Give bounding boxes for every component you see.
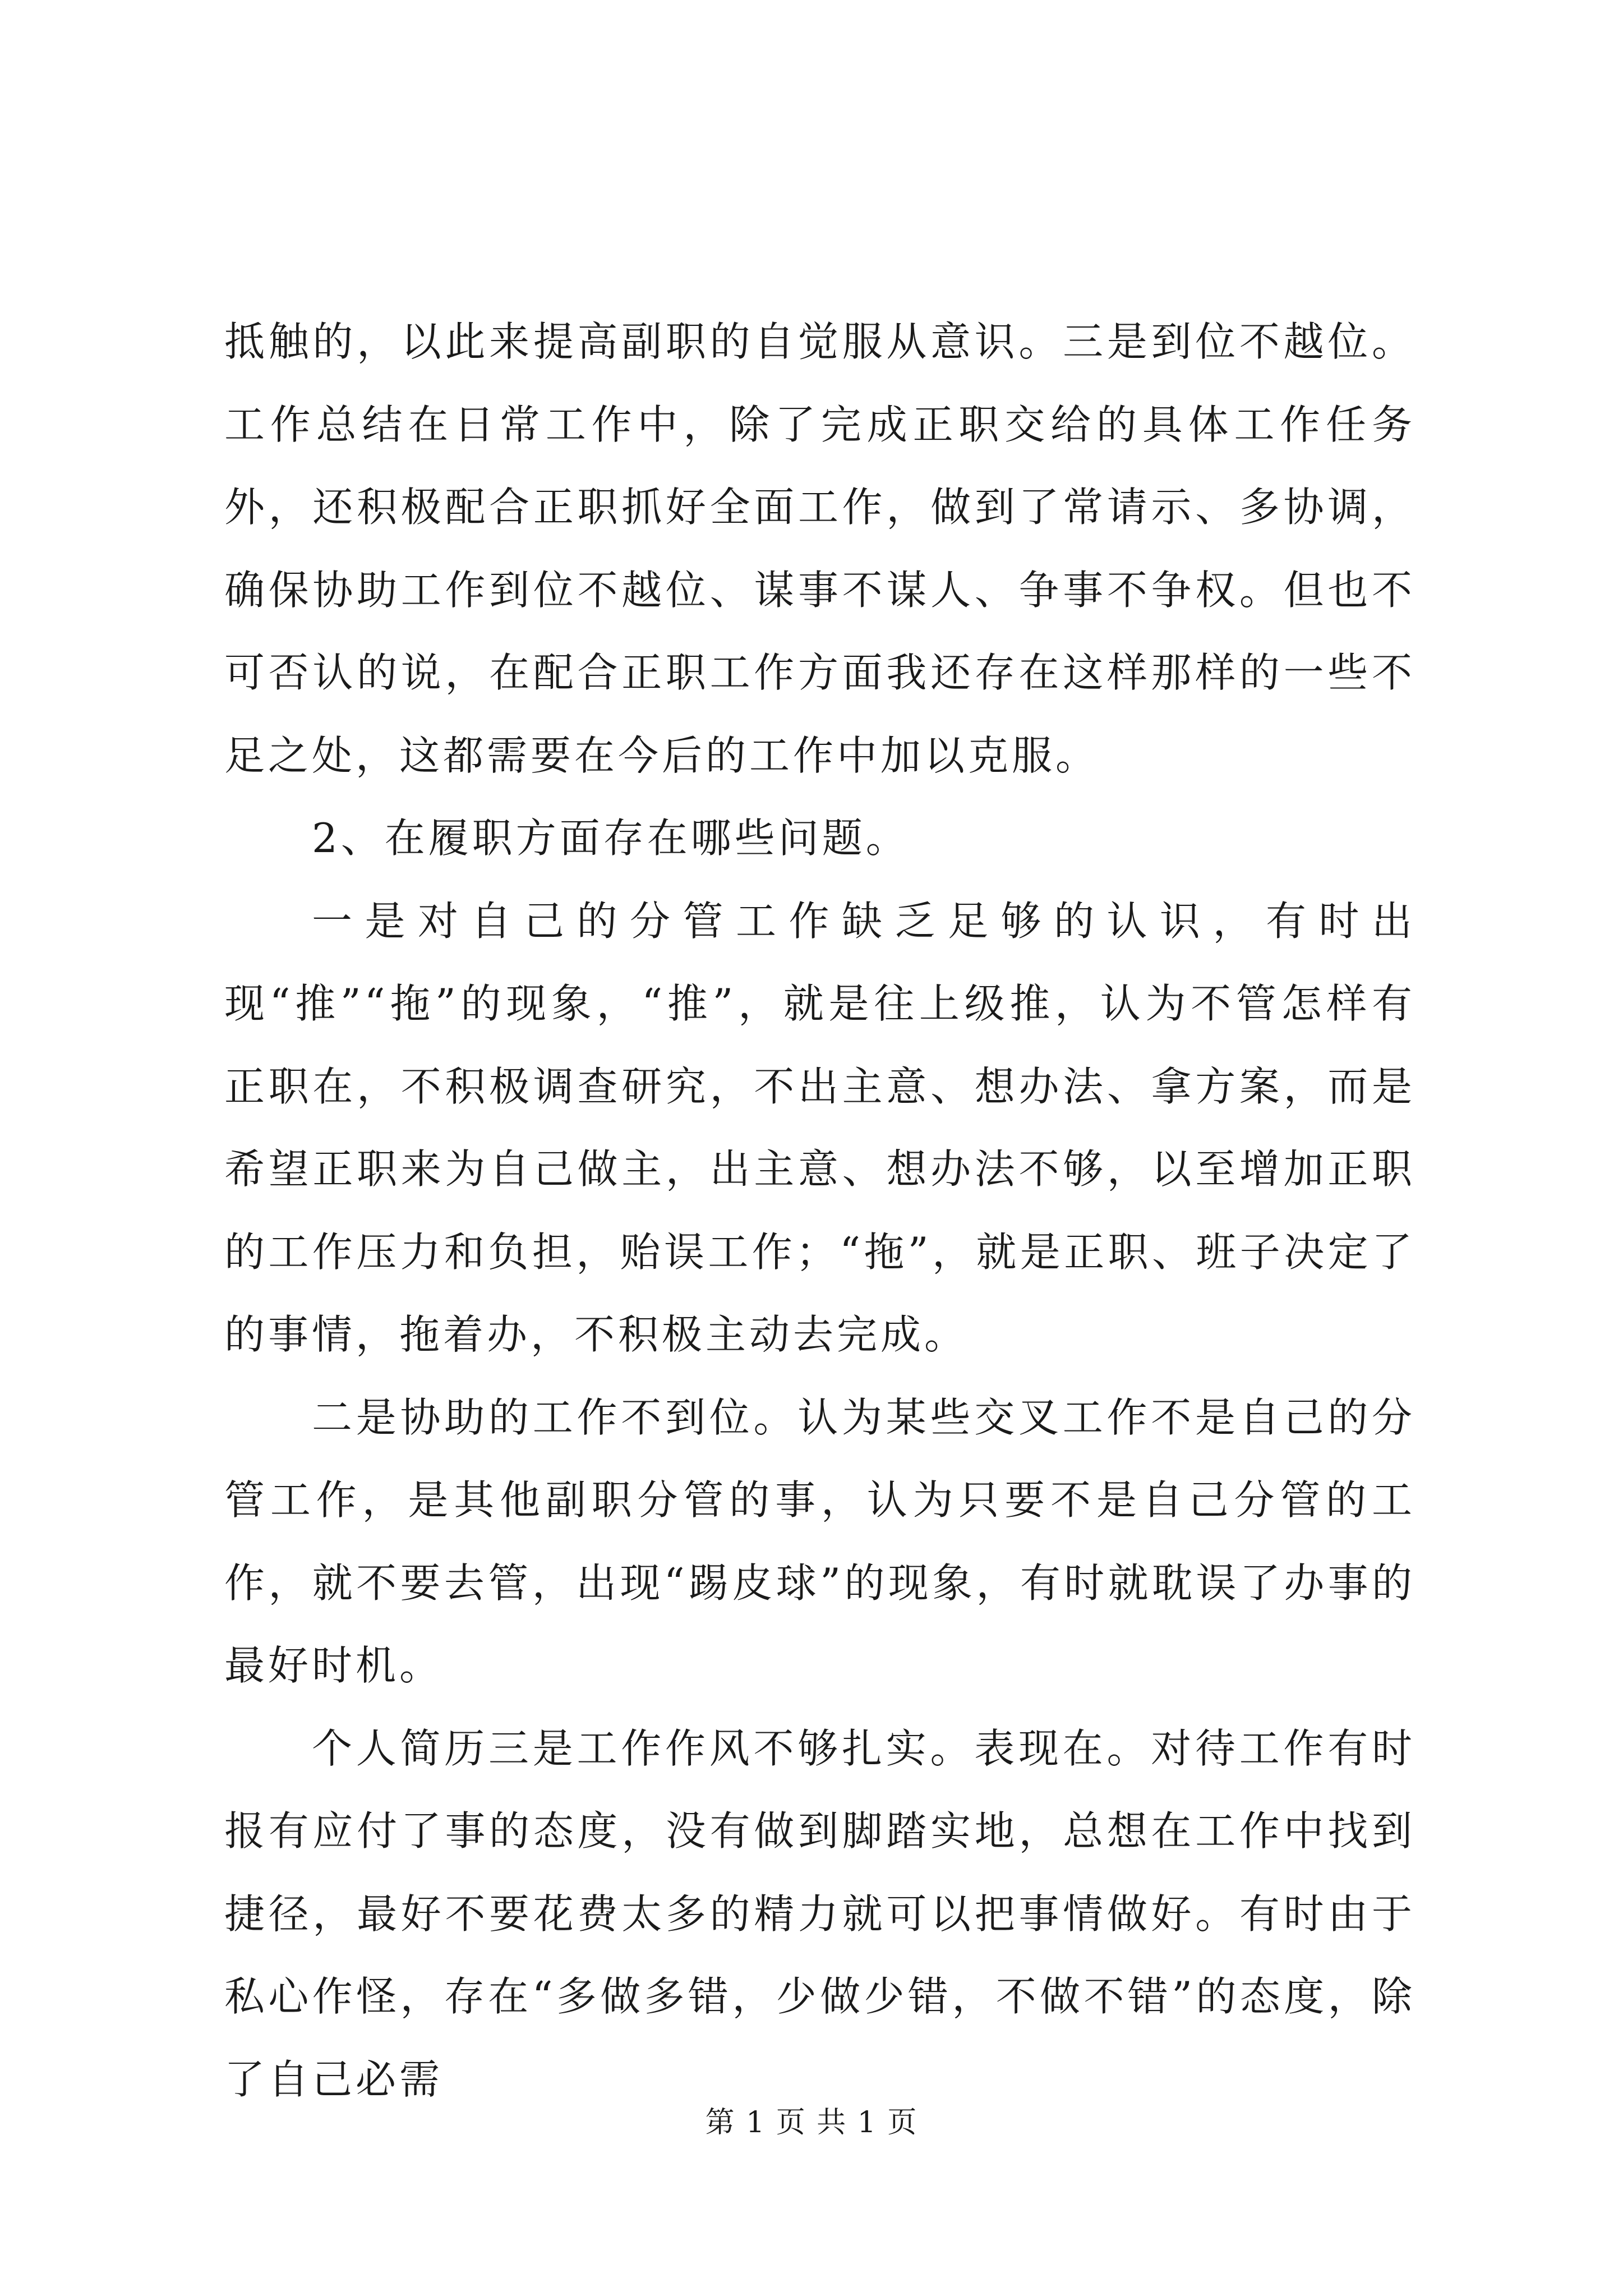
paragraph-5: 个人简历三是工作作风不够扎实。表现在。对待工作有时报有应付了事的态度，没有做到脚踏实地，总想在工作中找到捷径，最好不要花费太多的精力就可以把事情做好。有时由于私心作怪，存在“多做多错，少做少错，不做不错”的态度，除了自己必需 [224, 1724, 1415, 2103]
paragraph-3: 一是对自己的分管工作缺乏足够的认识，有时出现“推”“拖”的现象，“推”，就是往上级推，认为不管怎样有正职在，不积极调查研究，不出主意、想办法、拿方案，而是希望正职来为自己做主，出主意、想办法不够，以至增加正职的工作压力和负担，贻误工作；“拖”，就是正职、班子决定了的事情，拖着办，不积极主动去完成。 [224, 897, 1415, 1358]
paragraph-2-heading: 2、在履职方面存在哪些问题。 [312, 815, 910, 862]
page-footer: 第 1 页 共 1 页 [705, 2106, 918, 2139]
paragraph-4: 二是协助的工作不到位。认为某些交叉工作不是自己的分管工作，是其他副职分管的事，认为只要不是自己分管的工作，就不要去管，出现“踢皮球”的现象，有时就耽误了办事的最好时机。 [224, 1393, 1415, 1689]
document-body [224, 301, 1415, 2121]
paragraph-1: 抵触的，以此来提高副职的自觉服从意识。三是到位不越位。工作总结在日常工作中，除了完成正职交给的具体工作任务外，还积极配合正职抓好全面工作，做到了常请示、多协调，确保协助工作到位不越位、谋事不谋人、争事不争权。但也不可否认的说，在配合正职工作方面我还存在这样那样的一些不足之处，这都需要在今后的工作中加以克服。 [224, 318, 1415, 779]
